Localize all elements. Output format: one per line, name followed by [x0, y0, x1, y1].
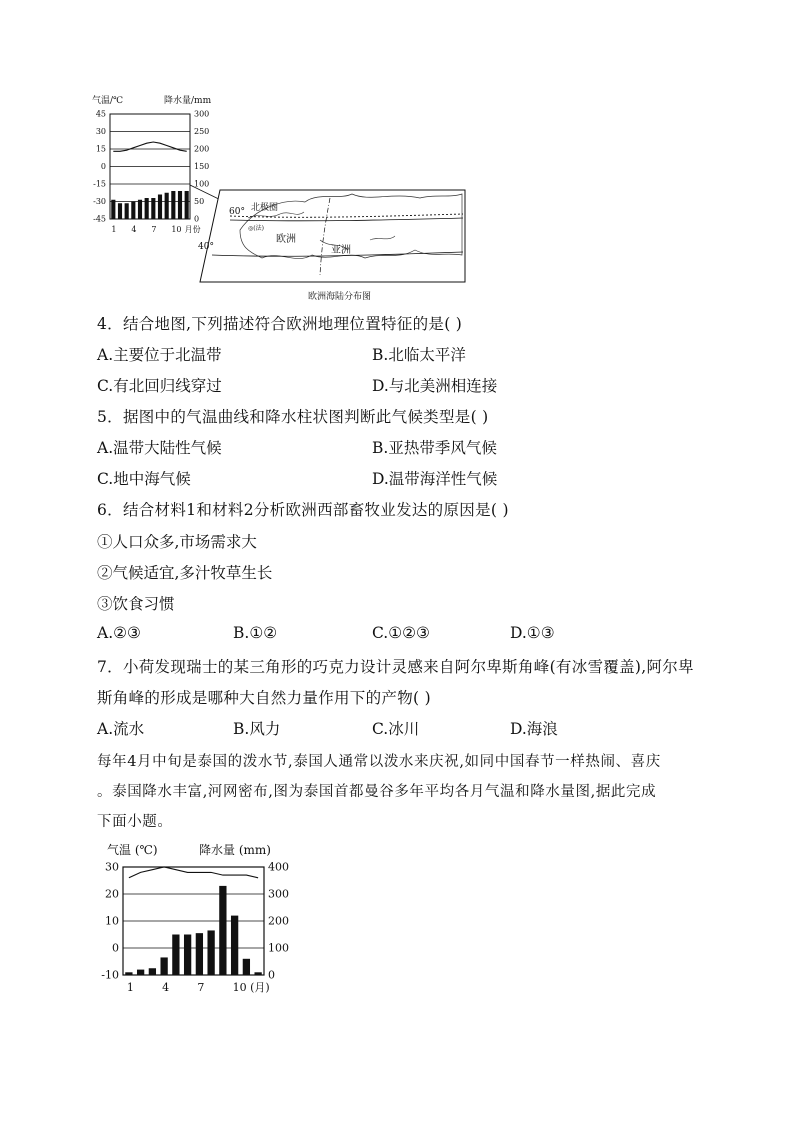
- fig1-climate-chart: [93, 110, 209, 234]
- fig2-plot: [101, 861, 289, 994]
- q5-option-a[interactable]: A.温带大陆性气候: [97, 439, 222, 457]
- precip-bar: [151, 198, 155, 219]
- month-tick-label: 1: [126, 981, 134, 994]
- temp-tick-label: 0: [100, 162, 106, 172]
- q6-statement-3: ③饮食习惯: [97, 595, 175, 613]
- temp-tick-label: -15: [93, 179, 106, 189]
- precip-bar: [149, 968, 156, 975]
- precip-tick-label: 50: [194, 197, 205, 207]
- precip-bar: [125, 203, 129, 219]
- precip-tick-label: 150: [194, 162, 210, 172]
- month-tick-label: 10 (月): [232, 981, 270, 994]
- passage-line-3: 下面小题。: [97, 814, 173, 830]
- map-label-europe: 欧洲: [276, 234, 296, 245]
- precip-tick-label: 0: [194, 214, 200, 224]
- precip-bar: [219, 886, 226, 975]
- precip-bar: [231, 916, 238, 975]
- month-tick-label: 月份: [184, 225, 201, 234]
- precip-bar: [171, 191, 175, 219]
- passage-line-2: 。泰国降水丰富,河网密布,图为泰国首都曼谷多年平均各月气温和降水量图,据此完成: [97, 784, 657, 800]
- passage-line-1: 每年4月中旬是泰国的泼水节,泰国人通常以泼水来庆祝,如同中国春节一样热闹、喜庆: [97, 754, 661, 770]
- precip-bar: [243, 959, 250, 975]
- precip-bar: [158, 195, 162, 220]
- q6-option-c[interactable]: C.①②③: [372, 624, 430, 642]
- precip-bar: [160, 957, 167, 975]
- precip-bar: [254, 972, 261, 975]
- q5-option-c[interactable]: C.地中海气候: [97, 470, 191, 488]
- europe-map: [198, 190, 465, 302]
- q7-stem-line1: 7．小荷发现瑞士的某三角形的巧克力设计灵感来自阿尔卑斯角峰(有冰雪覆盖),阿尔卑: [97, 658, 694, 676]
- precip-tick-label: 250: [194, 127, 210, 137]
- fig2-precip-label: 降水量 (mm): [199, 843, 271, 857]
- precip-bar: [125, 972, 132, 975]
- precip-bar: [145, 198, 149, 219]
- precip-bar: [196, 933, 203, 975]
- europe-figure: [90, 90, 470, 305]
- precip-bar: [131, 202, 135, 220]
- bangkok-climate-chart: [95, 840, 300, 1002]
- precip-bar: [184, 935, 191, 976]
- q4-option-b[interactable]: B.北临太平洋: [372, 346, 466, 364]
- precip-tick-label: 300: [268, 887, 289, 901]
- temp-tick-label: 15: [95, 144, 106, 154]
- temperature-curve: [129, 867, 258, 878]
- q6-option-a[interactable]: A.②③: [97, 624, 141, 642]
- q7-stem-line2: 斯角峰的形成是哪种大自然力量作用下的产物( ): [97, 689, 431, 707]
- temp-tick-label: 10: [105, 914, 119, 928]
- precip-bar: [207, 930, 214, 975]
- arctic-circle-label: 北极圈: [251, 203, 279, 213]
- map-caption: 欧洲海陆分布图: [308, 292, 372, 302]
- q7-option-a[interactable]: A.流水: [97, 720, 145, 738]
- q7-option-c[interactable]: C.冰川: [372, 720, 420, 738]
- temp-tick-label: 30: [95, 127, 106, 137]
- precip-tick-label: 300: [194, 109, 210, 119]
- precip-tick-label: 200: [194, 144, 210, 154]
- precip-bar: [178, 191, 182, 219]
- precip-bar: [137, 970, 144, 975]
- temp-tick-label: 0: [112, 941, 119, 955]
- q7-option-d[interactable]: D.海浪: [510, 720, 558, 738]
- precip-bar: [172, 935, 179, 976]
- q6-option-d[interactable]: D.①③: [510, 624, 555, 642]
- precip-tick-label: 0: [268, 968, 275, 982]
- precip-bar: [185, 191, 189, 219]
- q6-option-b[interactable]: B.①②: [233, 624, 278, 642]
- map-frame: [200, 190, 465, 282]
- precip-bar: [118, 203, 122, 219]
- q4-stem: 4．结合地图,下列描述符合欧洲地理位置特征的是( ): [97, 315, 463, 333]
- temp-tick-label: 45: [95, 109, 106, 119]
- precip-tick-label: 100: [194, 179, 210, 189]
- map-point-label: ◎(法): [248, 225, 264, 232]
- month-tick-label: 4: [131, 225, 137, 234]
- q6-stem: 6．结合材料1和材料2分析欧洲西部畜牧业发达的原因是( ): [97, 501, 509, 519]
- q7-option-b[interactable]: B.风力: [233, 720, 281, 738]
- q4-option-c[interactable]: C.有北回归线穿过: [97, 377, 222, 395]
- precip-tick-label: 400: [268, 860, 289, 874]
- precip-bar: [165, 193, 169, 219]
- lat60-label: 60°: [229, 207, 245, 217]
- temp-tick-label: -10: [101, 968, 119, 982]
- lat40-label: 40°: [198, 242, 214, 252]
- precip-bar: [111, 200, 115, 219]
- q6-statement-1: ①人口众多,市场需求大: [97, 533, 257, 551]
- fig1-temp-label: 气温/℃: [92, 96, 124, 106]
- precip-bar: [138, 200, 142, 219]
- temperature-curve: [113, 142, 186, 151]
- q6-statement-2: ②气候适宜,多汁牧草生长: [97, 564, 273, 582]
- temp-tick-label: 20: [105, 887, 119, 901]
- temp-tick-label: -45: [93, 214, 106, 224]
- month-tick-label: 4: [162, 981, 170, 994]
- month-tick-label: 1: [111, 225, 117, 234]
- q5-stem: 5．据图中的气温曲线和降水柱状图判断此气候类型是( ): [97, 408, 489, 426]
- q5-option-d[interactable]: D.温带海洋性气候: [372, 470, 498, 488]
- precip-tick-label: 200: [268, 914, 289, 928]
- month-tick-label: 7: [197, 981, 205, 994]
- map-label-asia: 亚洲: [331, 245, 351, 256]
- q4-option-d[interactable]: D.与北美洲相连接: [372, 377, 498, 395]
- fig1-precip-label: 降水量/mm: [164, 96, 212, 106]
- precip-tick-label: 100: [268, 941, 289, 955]
- q4-option-a[interactable]: A.主要位于北温带: [97, 346, 222, 364]
- q5-option-b[interactable]: B.亚热带季风气候: [372, 439, 497, 457]
- month-tick-label: 7: [151, 225, 157, 234]
- month-tick-label: 10: [171, 225, 182, 234]
- fig2-temp-label: 气温 (℃): [107, 843, 158, 857]
- temp-tick-label: -30: [93, 197, 106, 207]
- temp-tick-label: 30: [105, 860, 119, 874]
